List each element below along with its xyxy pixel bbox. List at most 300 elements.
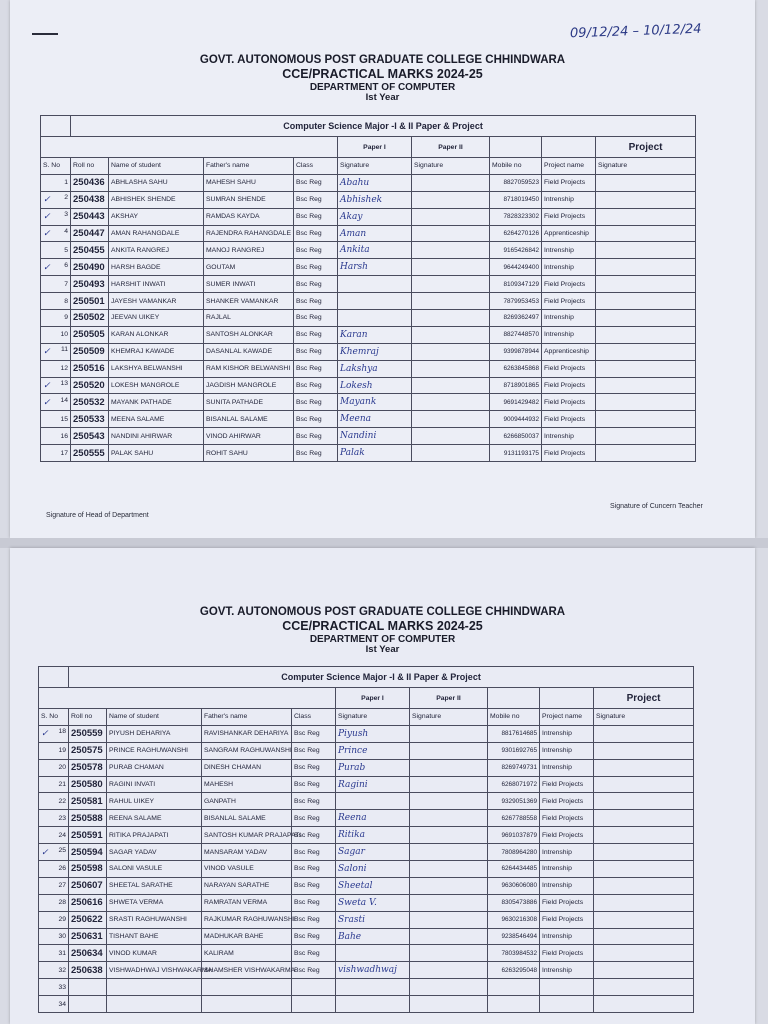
tick-mark: ✓: [43, 380, 51, 391]
father-name: VINOD AHIRWAR: [204, 428, 294, 445]
serial-number: 26: [58, 865, 66, 873]
mobile-number: [488, 996, 540, 1013]
project-signature-cell: [594, 827, 694, 844]
handwritten-signature: Bahe: [336, 928, 410, 945]
project-name: Field Projects: [542, 174, 596, 191]
col-class: Class: [292, 709, 336, 726]
serial-cell: [39, 725, 69, 742]
roll-number: 250520: [71, 377, 109, 394]
hod-signature-label: Signature of Head of Department: [46, 512, 149, 519]
project-signature-cell: [594, 877, 694, 894]
blank-cell: [39, 688, 336, 709]
student-name: REENA SALAME: [107, 810, 202, 827]
serial-number: 4: [64, 228, 68, 235]
serial-cell: [39, 776, 69, 793]
project-name: Intrenship: [540, 861, 594, 878]
serial-number: 20: [58, 764, 66, 772]
project-name: Field Projects: [540, 911, 594, 928]
paper-2-signature-cell: [410, 827, 488, 844]
table-corner: [39, 667, 69, 688]
mobile-number: 9691429482: [490, 394, 542, 411]
serial-cell: [41, 411, 71, 428]
class-cell: Bsc Reg: [292, 793, 336, 810]
paper-2-signature-cell: [410, 894, 488, 911]
roll-number: 250559: [69, 725, 107, 742]
project-name: Field Projects: [540, 810, 594, 827]
serial-cell: [41, 394, 71, 411]
student-name: SAGAR YADAV: [107, 844, 202, 861]
roll-number: 250575: [69, 742, 107, 759]
father-name: NARAYAN SARATHE: [202, 877, 292, 894]
project-header: Project: [594, 688, 694, 709]
serial-cell: [41, 310, 71, 327]
project-name: [540, 996, 594, 1013]
handwritten-signature: Nandini: [338, 428, 412, 445]
project-signature-cell: [596, 428, 696, 445]
table-row: [39, 877, 694, 894]
table-row: [39, 759, 694, 776]
handwritten-signature: Lokesh: [338, 377, 412, 394]
paper-2-signature-cell: [412, 242, 490, 259]
roll-number: 250447: [71, 225, 109, 242]
handwritten-signature: Prince: [336, 742, 410, 759]
table-row: [41, 326, 696, 343]
project-name: Intrenship: [540, 725, 594, 742]
paper-2-signature-cell: [412, 276, 490, 293]
table-row: [39, 742, 694, 759]
class-cell: [292, 996, 336, 1013]
student-name: [107, 979, 202, 996]
table-row: [41, 411, 696, 428]
serial-number: 27: [58, 882, 66, 890]
sheet-header: [10, 54, 755, 104]
student-name: RITIKA PRAJAPATI: [107, 827, 202, 844]
project-name: Intrenship: [540, 877, 594, 894]
father-name: SHANKER VAMANKAR: [204, 293, 294, 310]
col-project-name: Project name: [542, 158, 596, 175]
roll-number: 250638: [69, 962, 107, 979]
project-signature-cell: [596, 259, 696, 276]
project-signature-cell: [594, 725, 694, 742]
department-name: DEPARTMENT OF COMPUTER: [309, 81, 456, 93]
serial-cell: [41, 293, 71, 310]
serial-cell: [39, 877, 69, 894]
serial-cell: [41, 326, 71, 343]
father-name: RAJKUMAR RAGHUWANSHI: [202, 911, 292, 928]
serial-number: 28: [58, 899, 66, 907]
col-father: Father's name: [202, 709, 292, 726]
student-name: KARAN ALONKAR: [109, 326, 204, 343]
serial-cell: [39, 742, 69, 759]
table-row: [39, 725, 694, 742]
serial-cell: [41, 191, 71, 208]
paper-2-signature-cell: [412, 310, 490, 327]
roll-number: 250594: [69, 844, 107, 861]
student-name: SALONI VASULE: [107, 861, 202, 878]
serial-cell: [41, 343, 71, 360]
serial-cell: [39, 996, 69, 1013]
serial-cell: [41, 360, 71, 377]
handwritten-signature: Abhishek: [338, 191, 412, 208]
father-name: GOUTAM: [204, 259, 294, 276]
project-name: Field Projects: [542, 208, 596, 225]
student-name: SRASTI RAGHUWANSHI: [107, 911, 202, 928]
mobile-number: 6264270126: [490, 225, 542, 242]
student-name: ABHLASHA SAHU: [109, 174, 204, 191]
serial-number: 6: [64, 261, 68, 269]
col-sno: S. No: [41, 158, 71, 175]
project-signature-cell: [594, 742, 694, 759]
serial-number: 30: [58, 933, 66, 941]
paper-2-signature-cell: [410, 759, 488, 776]
table-row: [39, 894, 694, 911]
tick-mark: ✓: [43, 194, 51, 205]
handwritten-signature: Khemraj: [338, 343, 412, 360]
paper-2-signature-cell: [412, 293, 490, 310]
handwritten-signature: Lakshya: [338, 360, 412, 377]
roll-number: 250634: [69, 945, 107, 962]
class-cell: Bsc Reg: [294, 310, 338, 327]
handwritten-signature: Reena: [336, 810, 410, 827]
table-row: [39, 776, 694, 793]
paper-2-signature-cell: [412, 259, 490, 276]
class-cell: Bsc Reg: [294, 174, 338, 191]
father-name: MAHESH: [202, 776, 292, 793]
class-cell: Bsc Reg: [292, 861, 336, 878]
col-sno: S. No: [39, 709, 69, 726]
father-name: MANSARAM YADAV: [202, 844, 292, 861]
marks-table: [40, 115, 696, 462]
father-name: SUMRAN SHENDE: [204, 191, 294, 208]
tick-mark: ✓: [43, 396, 51, 407]
subject-caption: Computer Science Major -I & II Paper & Project: [69, 667, 694, 688]
table-row: [41, 394, 696, 411]
table-row: [39, 911, 694, 928]
mobile-number: 6263295048: [488, 962, 540, 979]
father-name: MAHESH SAHU: [204, 174, 294, 191]
handwritten-signature: [336, 996, 410, 1013]
paper-2-signature-cell: [412, 411, 490, 428]
father-name: RAJLAL: [204, 310, 294, 327]
paper-2-signature-cell: [410, 877, 488, 894]
serial-number: 25: [58, 846, 66, 854]
serial-number: 5: [64, 246, 68, 254]
student-name: AMAN RAHANGDALE: [109, 225, 204, 242]
roll-number: [69, 996, 107, 1013]
student-name: NANDINI AHIRWAR: [109, 428, 204, 445]
roll-number: 250502: [71, 310, 109, 327]
project-name: [540, 979, 594, 996]
roll-number: 250598: [69, 861, 107, 878]
project-signature-cell: [596, 377, 696, 394]
mobile-number: 9691037879: [488, 827, 540, 844]
project-signature-cell: [596, 343, 696, 360]
class-cell: Bsc Reg: [292, 928, 336, 945]
paper-2-signature-cell: [410, 776, 488, 793]
tick-mark: ✓: [43, 211, 51, 222]
project-signature-cell: [596, 394, 696, 411]
table-row: [39, 827, 694, 844]
handwritten-signature: Saloni: [336, 861, 410, 878]
mobile-number: 8109347129: [490, 276, 542, 293]
class-cell: Bsc Reg: [292, 776, 336, 793]
father-name: KALIRAM: [202, 945, 292, 962]
blank-cell: [41, 137, 338, 158]
serial-number: 29: [58, 916, 66, 924]
student-name: PIYUSH DEHARIYA: [107, 725, 202, 742]
table-row: [41, 174, 696, 191]
paper-1-header: Paper I: [336, 688, 410, 709]
handwritten-signature: [338, 293, 412, 310]
sheet-title: CCE/PRACTICAL MARKS 2024-25: [282, 67, 483, 82]
student-name: MAYANK PATHADE: [109, 394, 204, 411]
serial-cell: [39, 844, 69, 861]
table-row: [39, 996, 694, 1013]
paper-2-signature-cell: [412, 428, 490, 445]
paper-2-signature-cell: [412, 208, 490, 225]
handwritten-signature: [338, 310, 412, 327]
mobile-number: 9644249400: [490, 259, 542, 276]
handwritten-signature: Abahu: [338, 174, 412, 191]
serial-number: 9: [64, 314, 68, 322]
roll-number: 250581: [69, 793, 107, 810]
handwritten-signature: [336, 945, 410, 962]
paper-2-signature-cell: [410, 979, 488, 996]
serial-cell: [39, 911, 69, 928]
project-signature-cell: [596, 360, 696, 377]
father-name: JAGDISH MANGROLE: [204, 377, 294, 394]
father-name: SUNITA PATHADE: [204, 394, 294, 411]
col-name: Name of student: [109, 158, 204, 175]
mobile-number: 6268071972: [488, 776, 540, 793]
col-project-name: Project name: [540, 709, 594, 726]
class-cell: Bsc Reg: [294, 394, 338, 411]
project-name: Intrenship: [542, 191, 596, 208]
serial-cell: [39, 810, 69, 827]
project-name: Field Projects: [540, 827, 594, 844]
roll-number: 250532: [71, 394, 109, 411]
project-signature-cell: [594, 979, 694, 996]
project-signature-cell: [594, 894, 694, 911]
mobile-number: 7879953453: [490, 293, 542, 310]
tick-mark: ✓: [43, 346, 51, 357]
serial-number: 34: [58, 1000, 66, 1008]
pen-mark: [32, 33, 58, 35]
roll-number: 250490: [71, 259, 109, 276]
roll-number: 250622: [69, 911, 107, 928]
paper-2-signature-cell: [410, 928, 488, 945]
father-name: SHAMSHER VISHWAKARMA: [202, 962, 292, 979]
roll-number: 250543: [71, 428, 109, 445]
serial-cell: [41, 445, 71, 462]
student-name: AKSHAY: [109, 208, 204, 225]
project-name: Field Projects: [540, 776, 594, 793]
paper-2-signature-cell: [410, 725, 488, 742]
class-cell: Bsc Reg: [294, 360, 338, 377]
father-name: BISANLAL SALAME: [204, 411, 294, 428]
serial-number: 2: [64, 194, 68, 202]
roll-number: 250591: [69, 827, 107, 844]
teacher-signature-label: Signature of Cuncern Teacher: [610, 503, 703, 510]
table-row: [41, 242, 696, 259]
roll-number: 250580: [69, 776, 107, 793]
serial-cell: [41, 259, 71, 276]
handwritten-signature: [338, 276, 412, 293]
paper-2-signature-cell: [410, 810, 488, 827]
handwritten-signature: Karan: [338, 326, 412, 343]
paper-2-signature-cell: [412, 225, 490, 242]
handwritten-signature: Purab: [336, 759, 410, 776]
paper-2-signature-cell: [412, 377, 490, 394]
serial-cell: [39, 861, 69, 878]
serial-number: 15: [60, 415, 68, 423]
col-signature-3: Signature: [594, 709, 694, 726]
handwritten-signature: Sagar: [336, 844, 410, 861]
project-signature-cell: [594, 996, 694, 1013]
handwritten-signature: Sweta V.: [336, 894, 410, 911]
handwritten-signature: Ritika: [336, 827, 410, 844]
roll-number: [69, 979, 107, 996]
mobile-number: 8718901865: [490, 377, 542, 394]
project-name: Field Projects: [542, 276, 596, 293]
roll-number: 250616: [69, 894, 107, 911]
serial-cell: [41, 225, 71, 242]
serial-cell: [39, 945, 69, 962]
marks-sheet-page-2: [10, 548, 755, 1024]
sheet-header: [10, 606, 755, 656]
project-signature-cell: [596, 242, 696, 259]
project-name: Field Projects: [542, 293, 596, 310]
mobile-number: 8269749731: [488, 759, 540, 776]
handwritten-signature: Harsh: [338, 259, 412, 276]
serial-number: 21: [58, 781, 66, 788]
father-name: VINOD VASULE: [202, 861, 292, 878]
handwritten-signature: [336, 793, 410, 810]
project-signature-cell: [594, 945, 694, 962]
class-cell: Bsc Reg: [294, 208, 338, 225]
college-name: GOVT. AUTONOMOUS POST GRADUATE COLLEGE CHHINDWARA: [199, 606, 566, 618]
project-name: Intrenship: [540, 928, 594, 945]
student-name: SHEETAL SARATHE: [107, 877, 202, 894]
mobile-number: 6267788558: [488, 810, 540, 827]
serial-number: 10: [60, 331, 68, 339]
serial-cell: [39, 928, 69, 945]
paper-2-signature-cell: [412, 326, 490, 343]
roll-number: 250505: [71, 326, 109, 343]
mobile-number: 9301692765: [488, 742, 540, 759]
handwritten-signature: Ankita: [338, 242, 412, 259]
serial-number: 17: [60, 449, 68, 457]
paper-2-signature-cell: [412, 445, 490, 462]
serial-number: 24: [58, 831, 66, 839]
serial-number: 31: [58, 949, 66, 957]
project-name: Field Projects: [542, 360, 596, 377]
father-name: [202, 979, 292, 996]
paper-2-signature-cell: [412, 360, 490, 377]
roll-number: 250438: [71, 191, 109, 208]
class-cell: Bsc Reg: [294, 276, 338, 293]
serial-number: 32: [58, 966, 66, 974]
project-name: Apprenticeship: [542, 343, 596, 360]
student-name: PRINCE RAGHUWANSHI: [107, 742, 202, 759]
blank-cell: [490, 137, 542, 158]
class-cell: Bsc Reg: [292, 911, 336, 928]
serial-number: 23: [58, 814, 66, 822]
mobile-number: 7803984532: [488, 945, 540, 962]
serial-cell: [39, 894, 69, 911]
student-name: RAHUL UIKEY: [107, 793, 202, 810]
project-signature-cell: [596, 310, 696, 327]
student-name: RAGINI INVATI: [107, 776, 202, 793]
subject-caption: Computer Science Major -I & II Paper & Project: [71, 116, 696, 137]
student-name: PURAB CHAMAN: [107, 759, 202, 776]
col-signature-2: Signature: [412, 158, 490, 175]
marks-sheet-page-1: [10, 0, 755, 538]
serial-number: 7: [64, 280, 68, 288]
year-label: Ist Year: [365, 644, 400, 656]
student-name: HARSHIT INWATI: [109, 276, 204, 293]
mobile-number: 9131193175: [490, 445, 542, 462]
paper-2-signature-cell: [412, 174, 490, 191]
father-name: MADHUKAR BAHE: [202, 928, 292, 945]
roll-number: 250455: [71, 242, 109, 259]
table-row: [39, 861, 694, 878]
handwritten-signature: Aman: [338, 225, 412, 242]
tick-mark: ✓: [43, 228, 51, 238]
project-signature-cell: [596, 208, 696, 225]
project-name: Intrenship: [542, 326, 596, 343]
sheet-title: CCE/PRACTICAL MARKS 2024-25: [282, 619, 483, 634]
student-name: KHEMRAJ KAWADE: [109, 343, 204, 360]
col-mobile: Mobile no: [488, 709, 540, 726]
student-name: PALAK SAHU: [109, 445, 204, 462]
table-row: [39, 979, 694, 996]
serial-number: 1: [64, 179, 68, 187]
project-signature-cell: [594, 844, 694, 861]
father-name: RAJENDRA RAHANGDALE: [204, 225, 294, 242]
mobile-number: 8817614685: [488, 725, 540, 742]
department-name: DEPARTMENT OF COMPUTER: [309, 633, 456, 645]
table-row: [41, 293, 696, 310]
serial-number: 16: [60, 432, 68, 440]
mobile-number: 8269362497: [490, 310, 542, 327]
roll-number: 250607: [69, 877, 107, 894]
class-cell: [292, 979, 336, 996]
table-row: [39, 844, 694, 861]
roll-number: 250578: [69, 759, 107, 776]
col-signature-2: Signature: [410, 709, 488, 726]
table-row: [41, 225, 696, 242]
serial-number: 3: [64, 211, 68, 219]
mobile-number: 7828323302: [490, 208, 542, 225]
serial-cell: [41, 428, 71, 445]
serial-number: 8: [64, 297, 68, 305]
project-name: Field Projects: [542, 394, 596, 411]
col-roll: Roll no: [69, 709, 107, 726]
table-row: [41, 208, 696, 225]
handwritten-signature: Palak: [338, 445, 412, 462]
col-signature: Signature: [338, 158, 412, 175]
mobile-number: 8827448570: [490, 326, 542, 343]
mobile-number: 6266850037: [490, 428, 542, 445]
col-roll: Roll no: [71, 158, 109, 175]
blank-cell: [488, 688, 540, 709]
student-name: ANKITA RANGREJ: [109, 242, 204, 259]
roll-number: 250501: [71, 293, 109, 310]
class-cell: Bsc Reg: [292, 759, 336, 776]
col-name: Name of student: [107, 709, 202, 726]
student-name: TISHANT BAHE: [107, 928, 202, 945]
